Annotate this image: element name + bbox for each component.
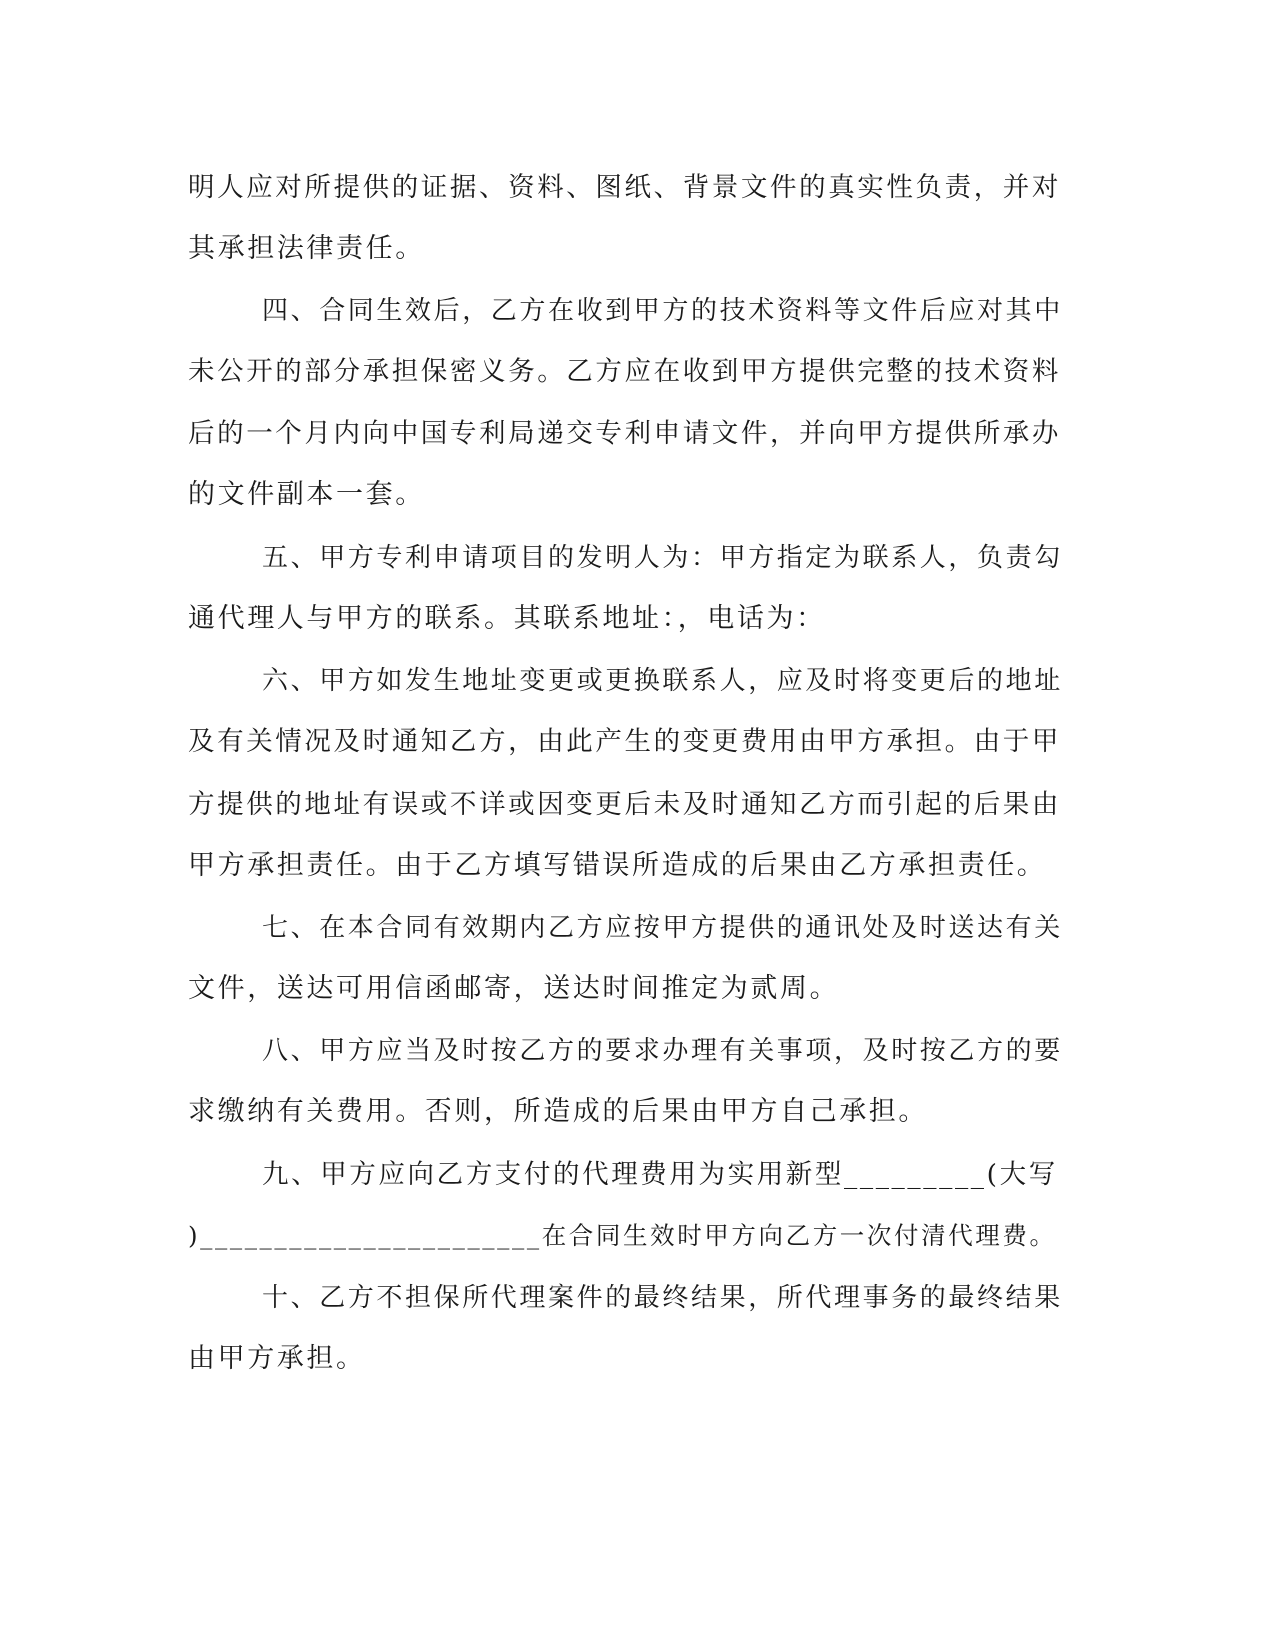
clause-7-start: 七、在本合同有效期内乙方应按甲方提供的通讯处及时送达有关 [262,913,1063,943]
text-line: 甲方承担责任。由于乙方填写错误所造成的后果由乙方承担责任。 [188,850,1047,881]
text-line: 方提供的地址有误或不详或因变更后未及时通知乙方而引起的后果由 [188,789,1061,820]
text-line: 求缴纳有关费用。否则，所造成的后果由甲方自己承担。 [188,1096,928,1127]
clause-6-start: 六、甲方如发生地址变更或更换联系人，应及时将变更后的地址 [262,666,1063,696]
text-line: 后的一个月内向中国专利局递交专利申请文件，并向甲方提供所承办 [188,418,1061,449]
clause-5-start: 五、甲方专利申请项目的发明人为：甲方指定为联系人，负责勾 [262,543,1063,573]
text-line: 的文件副本一套。 [188,479,425,510]
text-line: 未公开的部分承担保密义务。乙方应在收到甲方提供完整的技术资料 [188,356,1061,387]
text-line: )_______________________在合同生效时甲方向乙方一次付清代理费。 [188,1221,1057,1250]
text-line: 及有关情况及时通知乙方，由此产生的变更费用由甲方承担。由于甲 [188,726,1061,757]
text-line: 通代理人与甲方的联系。其联系地址：，电话为： [188,603,826,634]
clause-8-start: 八、甲方应当及时按乙方的要求办理有关事项，及时按乙方的要 [262,1036,1063,1066]
clause-9-start: 九、甲方应向乙方支付的代理费用为实用新型_________(大写 [262,1159,1058,1190]
text-line: 其承担法律责任。 [188,233,425,264]
text-line: 明人应对所提供的证据、资料、图纸、背景文件的真实性负责，并对 [188,172,1061,203]
text-line: 文件，送达可用信函邮寄，送达时间推定为贰周。 [188,973,840,1004]
text-line: 由甲方承担。 [188,1343,366,1374]
clause-10-start: 十、乙方不担保所代理案件的最终结果，所代理事务的最终结果 [262,1283,1063,1313]
clause-4-start: 四、合同生效后，乙方在收到甲方的技术资料等文件后应对其中 [262,296,1063,326]
